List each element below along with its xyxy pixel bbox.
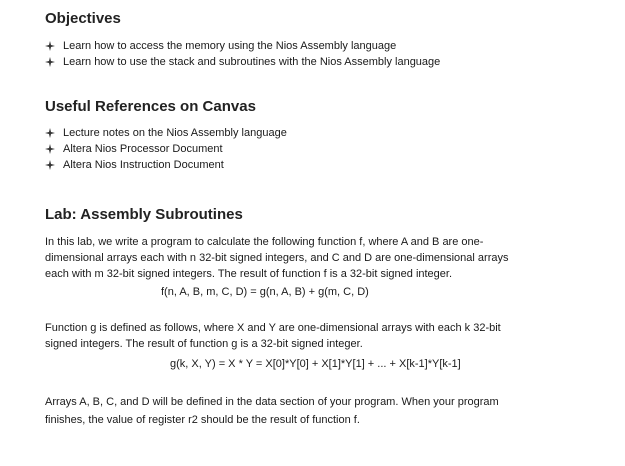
list-item [45,54,440,70]
objectives-list [45,38,440,70]
references-heading: Useful References on Canvas [45,98,256,115]
diamond-bullet-icon [45,57,55,67]
list-item-text: Learn how to use the stack and subroutines with the Nios Assembly language [63,56,441,68]
objectives-heading: Objectives [45,10,121,27]
diamond-bullet-icon [45,160,55,170]
lab-heading: Lab: Assembly Subroutines [45,206,243,223]
paragraph-line: dimensional arrays each with n 32-bit signed integers, and C and D are one-dimensional arrays [45,252,509,264]
list-item-text: Altera Nios Instruction Document [63,159,224,171]
paragraph-line: signed integers. The result of function g is a 32-bit signed integer. [45,338,363,350]
paragraph-line: In this lab, we write a program to calculate the following function f, where A and B are one- [45,236,484,248]
diamond-bullet-icon [45,41,55,51]
diamond-bullet-icon [45,128,55,138]
closing-paragraph [45,394,575,428]
list-item-text: Learn how to access the memory using the Nios Assembly language [63,40,397,52]
formula-g: g(k, X, Y) = X * Y = X[0]*Y[0] + X[1]*Y[1] + ... + X[k-1]*Y[k-1] [170,358,461,370]
references-list [45,125,287,173]
function-g-paragraph [45,320,575,352]
formula-f: f(n, A, B, m, C, D) = g(n, A, B) + g(m, C, D) [161,286,369,298]
lab-intro-paragraph [45,234,575,282]
list-item [45,157,287,173]
diamond-bullet-icon [45,144,55,154]
paragraph-line: Arrays A, B, C, and D will be defined in the data section of your program. When your program [45,396,499,408]
paragraph-line: finishes, the value of register r2 should be the result of function f. [45,414,360,426]
list-item [45,125,287,141]
list-item-text: Altera Nios Processor Document [63,143,223,155]
list-item [45,38,440,54]
list-item-text: Lecture notes on the Nios Assembly language [63,127,287,139]
list-item [45,141,287,157]
paragraph-line: Function g is defined as follows, where X and Y are one-dimensional arrays with each k 32-bit [45,322,501,334]
paragraph-line: each with m 32-bit signed integers. The result of function f is a 32-bit signed integer. [45,268,453,280]
